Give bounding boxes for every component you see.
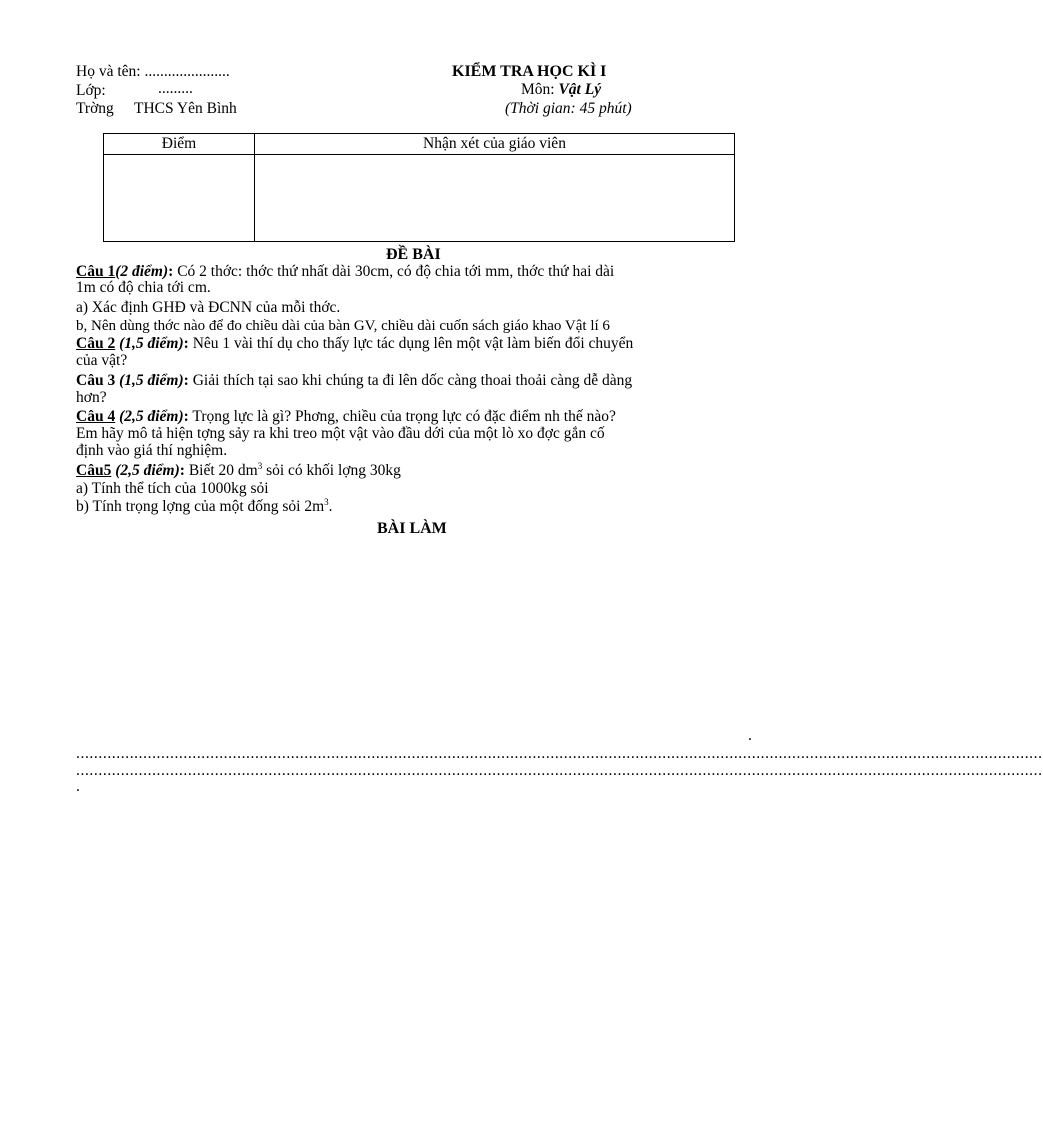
- time-limit: (Thời gian: 45 phút): [505, 100, 632, 117]
- q5-part-b-sup: 3: [324, 497, 329, 507]
- grade-table-body-row: [104, 155, 735, 242]
- q5-text-post: sỏi có khối lợng 30kg: [262, 462, 401, 479]
- q1-colon: :: [168, 263, 174, 280]
- q5-label: Câu5: [76, 462, 112, 479]
- school-line: [76, 101, 114, 117]
- q1-text-2: 1m có độ chia tới cm.: [76, 279, 211, 296]
- class-label: Lớp:: [76, 82, 106, 99]
- question-4: [76, 409, 766, 425]
- class-dots: .........: [158, 80, 193, 97]
- subject-line: [521, 82, 601, 98]
- question-2: [76, 336, 766, 352]
- subject-label: Môn:: [521, 81, 559, 98]
- q1-points: (2 điểm): [115, 263, 169, 280]
- q3-text-2: hơn?: [76, 389, 107, 406]
- exam-heading: ĐỀ BÀI: [386, 246, 441, 263]
- q3-label: Câu 3: [76, 372, 116, 389]
- q5-colon: :: [179, 462, 185, 479]
- q3-points: (1,5 điểm): [115, 372, 184, 389]
- answer-dot-top: .: [748, 727, 752, 744]
- q5-part-a: a) Tính thể tích của 1000kg sỏi: [76, 480, 269, 497]
- q4-points: (2,5 điểm): [115, 408, 184, 425]
- q4-text-1: Trọng lực là gì? Phơng, chiều của trọng lực có đặc điểm nh thế nào?: [188, 408, 616, 425]
- comment-column-header: Nhận xét của giáo viên: [255, 134, 735, 155]
- q5-text-pre: Biết 20 dm: [184, 462, 258, 479]
- school-label: Trờng: [76, 100, 114, 117]
- q4-colon: :: [183, 408, 189, 425]
- q2-text-2: của vật?: [76, 352, 128, 369]
- grade-table-header-row: [104, 134, 735, 155]
- exam-title: KIỂM TRA HỌC KÌ I: [452, 63, 607, 80]
- school-name: THCS Yên Bình: [134, 100, 237, 117]
- q1-label: Câu 1: [76, 263, 116, 280]
- subject-name: Vật Lý: [558, 81, 602, 98]
- q5-points: (2,5 điểm): [111, 462, 180, 479]
- q1-text-1: Có 2 thớc: thớc thứ nhất dài 30cm, có độ chia tới mm, thớc thứ hai dài: [173, 263, 615, 280]
- answer-heading: BÀI LÀM: [377, 520, 447, 537]
- q5-part-b-post: .: [328, 498, 333, 515]
- q1-part-a: a) Xác định GHĐ và ĐCNN của mỗi thớc.: [76, 299, 341, 316]
- q5-part-b: [76, 499, 766, 515]
- q4-text-2: Em hãy mô tả hiện tợng sảy ra khi treo một vật vào đầu dới của một lò xo đợc gắn cố: [76, 425, 605, 442]
- question-3: [76, 373, 766, 389]
- student-class-line: [76, 83, 106, 99]
- question-1: [76, 264, 766, 280]
- student-name-line: [76, 64, 230, 80]
- name-label: Họ và tên:: [76, 63, 145, 80]
- q2-label: Câu 2: [76, 335, 116, 352]
- q2-text-1: Nêu 1 vài thí dụ cho thấy lực tác dụng lên một vật làm biến đổi chuyển: [188, 335, 634, 352]
- comment-cell[interactable]: [255, 155, 735, 242]
- q3-colon: :: [183, 372, 189, 389]
- q2-colon: :: [183, 335, 189, 352]
- q4-label: Câu 4: [76, 408, 116, 425]
- name-dots: ......................: [144, 63, 230, 80]
- q3-text-1: Giải thích tại sao khi chúng ta đi lên dốc càng thoai thoải càng dễ dàng: [188, 372, 633, 389]
- q2-points: (1,5 điểm): [115, 335, 184, 352]
- answer-line-2[interactable]: ........................................................................................................................................................................................................................: [76, 762, 1043, 779]
- q5-part-b-text: b) Tính trọng lợng của một đống sỏi 2m: [76, 498, 325, 515]
- grade-table: [103, 133, 735, 242]
- q1-part-b: b, Nên dùng thớc nào để đo chiều dài của bàn GV, chiều dài cuốn sách giáo khao Vật lí 6: [76, 318, 610, 334]
- answer-dot-bottom: .: [76, 778, 80, 795]
- question-5: [76, 463, 766, 479]
- score-cell[interactable]: [104, 155, 255, 242]
- q5-sup: 3: [257, 461, 263, 471]
- q4-text-3: định vào giá thí nghiệm.: [76, 442, 228, 459]
- answer-line-1[interactable]: ........................................................................................................................................................................................................................: [76, 745, 1043, 762]
- score-column-header: Điểm: [104, 134, 255, 155]
